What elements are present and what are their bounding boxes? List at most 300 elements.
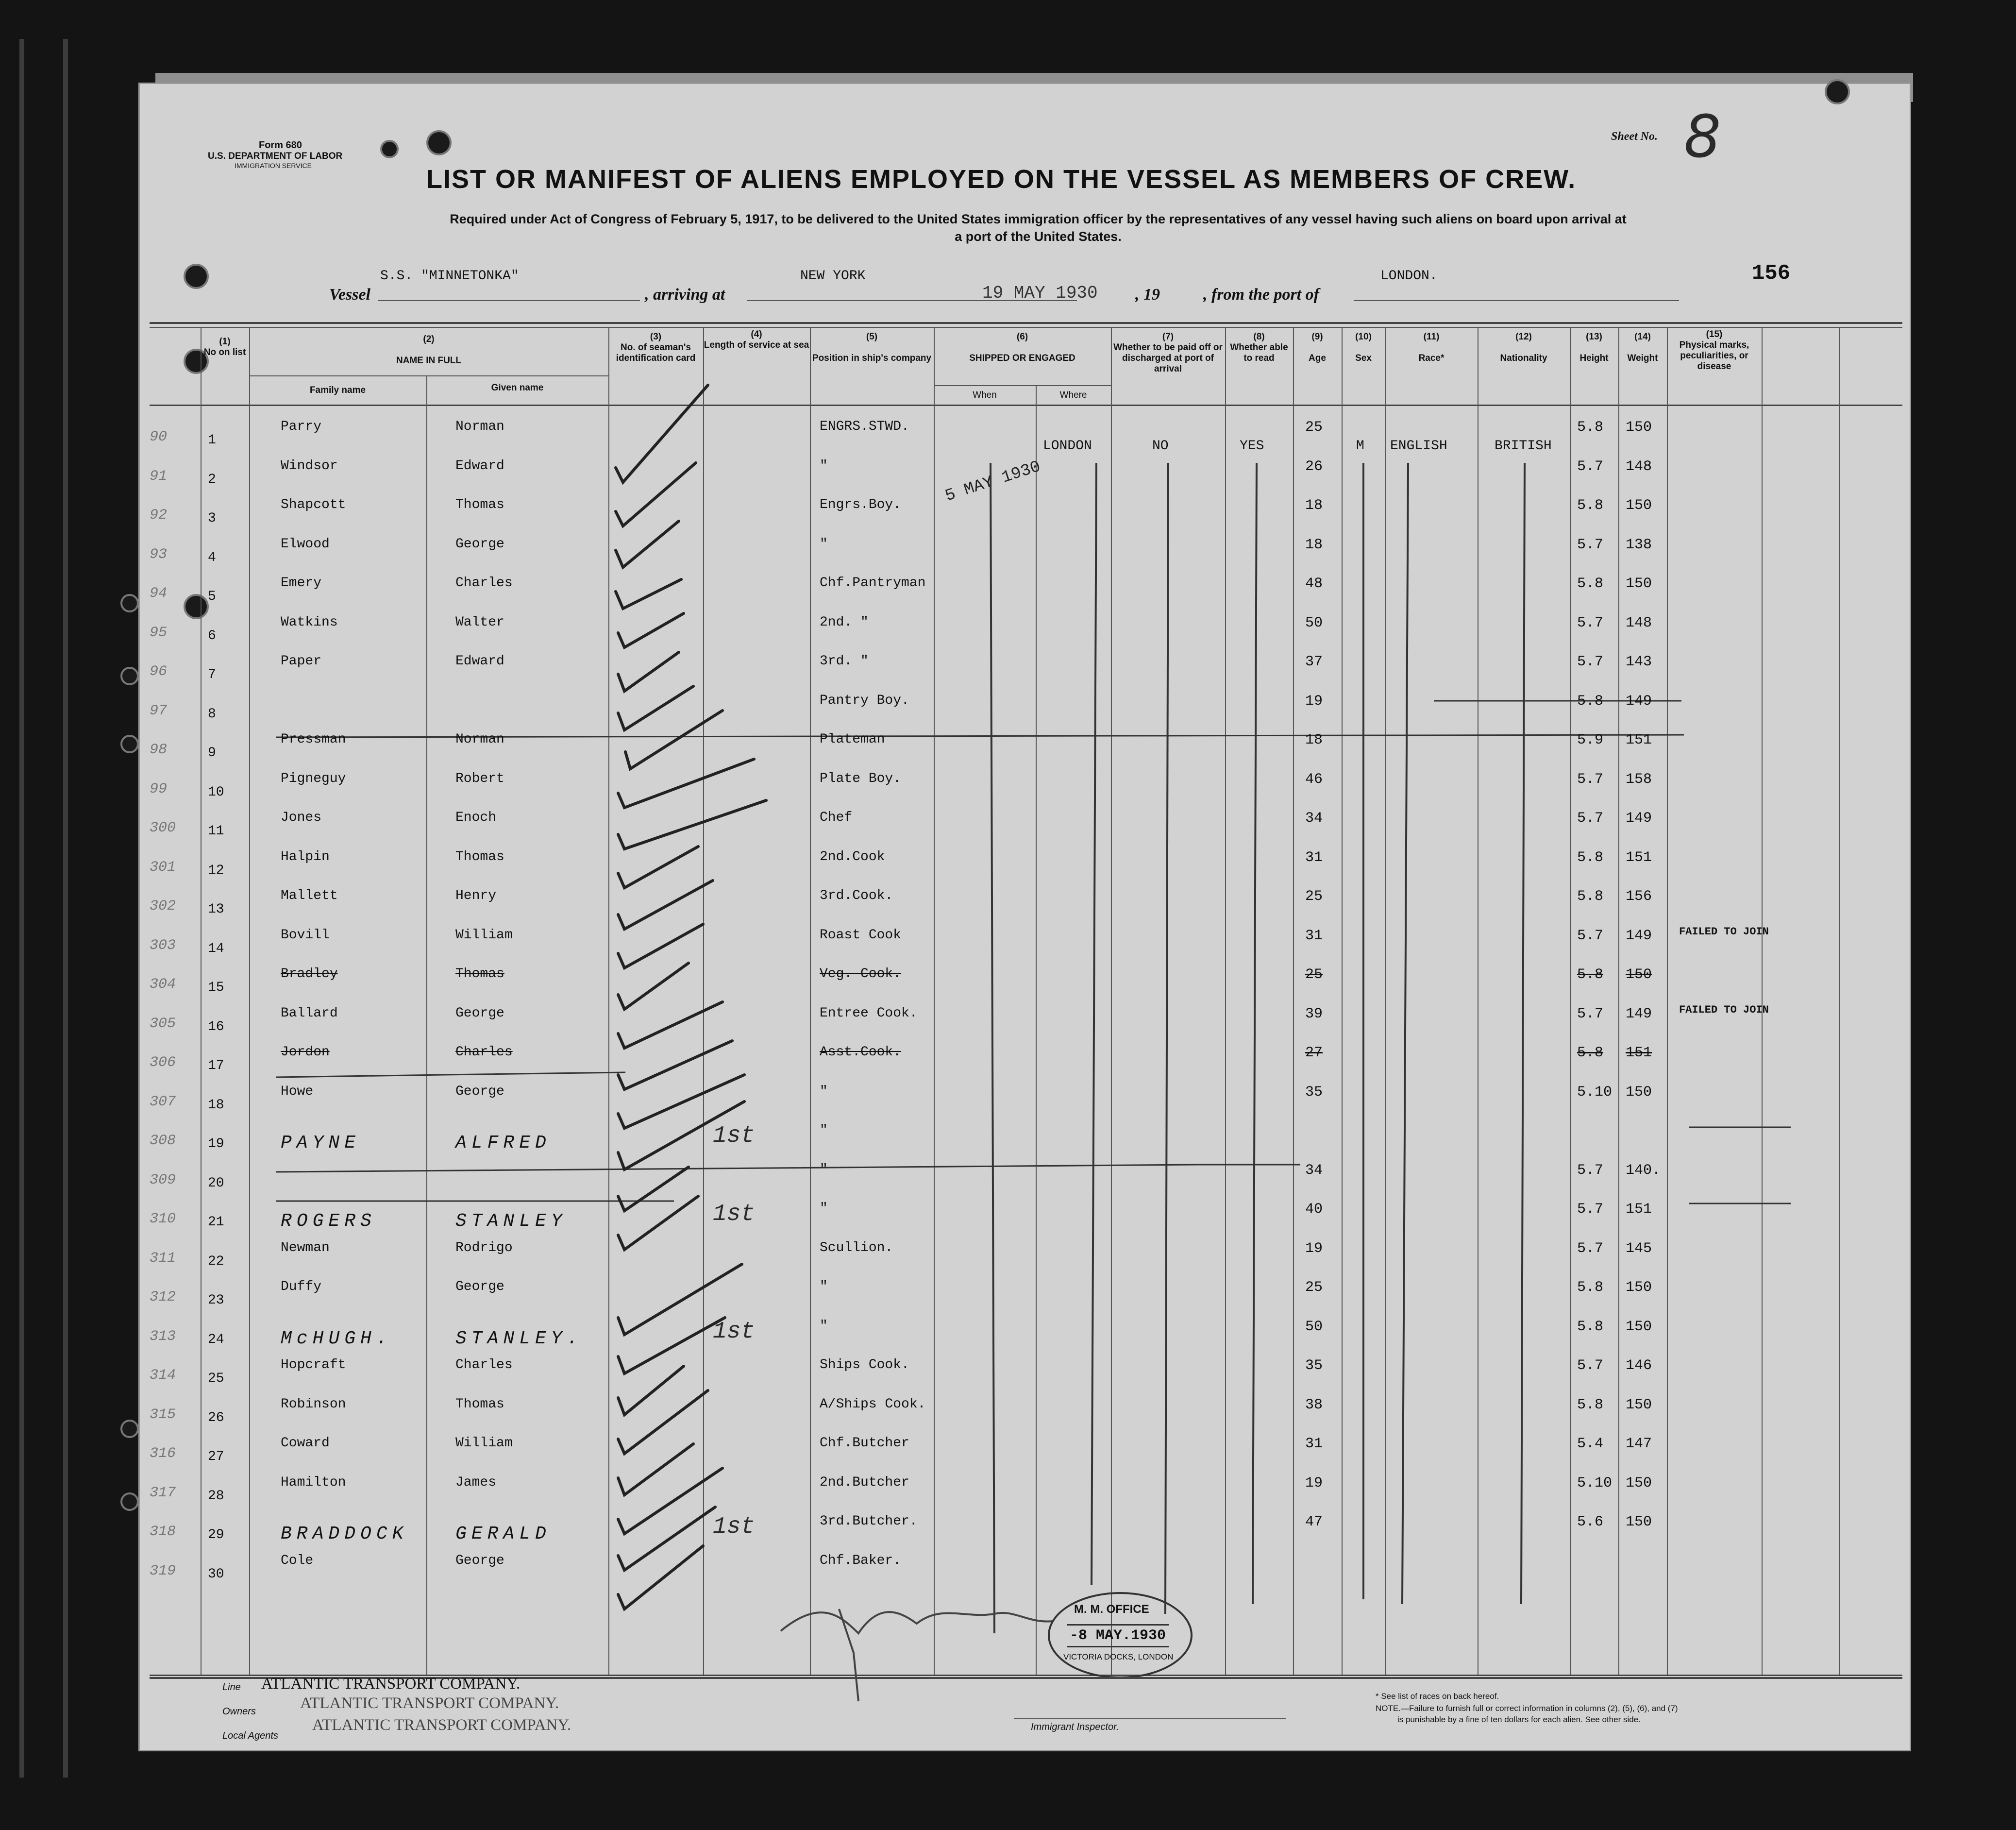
table-row xyxy=(140,1279,1910,1318)
punch-hole xyxy=(120,594,139,612)
family-name: BRADDOCK xyxy=(281,1524,408,1544)
height: 5.7 xyxy=(1577,1357,1604,1374)
height: 5.8 xyxy=(1577,1318,1604,1335)
margin-number: 306 xyxy=(150,1054,176,1071)
height: 5.8 xyxy=(1577,1279,1604,1296)
position: Pantry Boy. xyxy=(820,693,909,708)
given-name: Enoch xyxy=(455,810,497,825)
inspector-label: Immigrant Inspector. xyxy=(1031,1722,1119,1732)
weight: 150 xyxy=(1626,1396,1652,1413)
given-name: Thomas xyxy=(455,849,504,864)
sheet-number: 8 xyxy=(1684,103,1721,171)
position: Entree Cook. xyxy=(820,1005,918,1021)
height: 5.7 xyxy=(1577,1005,1604,1022)
page-reference: 156 xyxy=(1752,261,1791,286)
height: 5.8 xyxy=(1577,497,1604,514)
height: 5.7 xyxy=(1577,536,1604,553)
given-name: STANLEY xyxy=(455,1211,567,1232)
margin-number: 90 xyxy=(150,429,168,445)
table-row xyxy=(140,1201,1910,1240)
col-title: NAME IN FULL xyxy=(396,356,462,366)
table-row xyxy=(140,419,1910,458)
height: 5.8 xyxy=(1577,693,1604,710)
row-number: 2 xyxy=(208,472,216,487)
row-number: 1 xyxy=(208,433,216,448)
row-number: 30 xyxy=(208,1566,224,1582)
given-name: Walter xyxy=(455,614,504,630)
position: 3rd. " xyxy=(820,654,869,669)
weight: 145 xyxy=(1626,1240,1652,1257)
weight: 148 xyxy=(1626,458,1652,475)
col-title: Length of service at sea xyxy=(704,340,809,350)
physical-marks: FAILED TO JOIN xyxy=(1679,1003,1769,1016)
family-name: Paper xyxy=(281,654,322,669)
age: 31 xyxy=(1305,927,1323,944)
age: 47 xyxy=(1305,1514,1323,1530)
height: 5.7 xyxy=(1577,810,1604,827)
weight: 149 xyxy=(1626,927,1652,944)
table-row xyxy=(140,497,1910,536)
height: 5.8 xyxy=(1577,966,1604,983)
punch-hole xyxy=(120,735,139,753)
weight: 140. xyxy=(1626,1162,1661,1179)
given-name: Norman xyxy=(455,732,504,747)
position: 2nd.Cook xyxy=(820,849,885,864)
age: 27 xyxy=(1305,1045,1323,1061)
able-to-read-value: YES xyxy=(1240,439,1264,454)
arrival-port: NEW YORK xyxy=(800,269,866,284)
col-header-when: When xyxy=(973,390,997,400)
punch-hole xyxy=(120,1420,139,1438)
age: 50 xyxy=(1305,1318,1323,1335)
position: A/Ships Cook. xyxy=(820,1396,926,1412)
row-number: 20 xyxy=(208,1175,224,1191)
row-number: 3 xyxy=(208,511,216,526)
mm-office-stamp xyxy=(1048,1592,1193,1678)
family-name: Newman xyxy=(281,1240,330,1255)
position: Chf.Butcher xyxy=(820,1436,909,1451)
margin-number: 314 xyxy=(150,1367,176,1384)
table-row xyxy=(140,1162,1910,1201)
weight: 150 xyxy=(1626,576,1652,592)
margin-number: 93 xyxy=(150,546,168,563)
first-trip-annotation: 1st xyxy=(713,1318,755,1345)
row-number: 12 xyxy=(208,863,224,878)
age: 35 xyxy=(1305,1357,1323,1374)
position: " xyxy=(820,1201,828,1216)
vessel-name: S.S. "MINNETONKA" xyxy=(380,269,519,284)
given-name: George xyxy=(455,1553,504,1568)
departure-port: LONDON. xyxy=(1380,269,1438,284)
table-row xyxy=(140,654,1910,693)
row-number: 28 xyxy=(208,1488,224,1504)
position: Roast Cook xyxy=(820,927,902,943)
weight: 150 xyxy=(1626,966,1652,983)
family-name: McHUGH. xyxy=(281,1328,392,1349)
service-name: IMMIGRATION SERVICE xyxy=(235,162,312,169)
age: 37 xyxy=(1305,654,1323,670)
given-name: George xyxy=(455,1279,504,1294)
col-title: Age xyxy=(1309,353,1326,363)
age: 31 xyxy=(1305,849,1323,866)
table-row xyxy=(140,810,1910,849)
row-number: 5 xyxy=(208,589,216,604)
weight: 156 xyxy=(1626,888,1652,905)
position: Ships Cook. xyxy=(820,1357,909,1372)
col-title: Whether able to read xyxy=(1230,342,1288,363)
age: 19 xyxy=(1305,693,1323,710)
table-row xyxy=(140,1123,1910,1162)
margin-number: 315 xyxy=(150,1406,176,1423)
row-number: 6 xyxy=(208,628,216,644)
margin-number: 309 xyxy=(150,1171,176,1188)
position: " xyxy=(820,536,828,552)
col-title: Physical marks, peculiarities, or disease xyxy=(1679,340,1749,372)
row-number: 29 xyxy=(208,1527,224,1542)
row-number: 23 xyxy=(208,1293,224,1308)
footnote-penalty-2: is punishable by a fine of ten dollars for each alien. See other side. xyxy=(1397,1715,1641,1724)
row-number: 18 xyxy=(208,1097,224,1113)
table-row xyxy=(140,1003,1910,1045)
height: 5.4 xyxy=(1577,1436,1604,1452)
table-row xyxy=(140,1553,1910,1592)
margin-number: 311 xyxy=(150,1250,176,1267)
age: 18 xyxy=(1305,497,1323,514)
table-row xyxy=(140,966,1910,1005)
col-num: (3) xyxy=(650,332,662,342)
family-name: Mallett xyxy=(281,888,338,903)
height: 5.6 xyxy=(1577,1514,1604,1530)
owners-company: ATLANTIC TRANSPORT COMPANY. xyxy=(300,1694,559,1712)
family-name: Emery xyxy=(281,576,322,591)
given-name: George xyxy=(455,1084,504,1099)
age: 25 xyxy=(1305,1279,1323,1296)
table-row xyxy=(140,576,1910,614)
form-number: Form 680 xyxy=(259,140,302,151)
form-title: LIST OR MANIFEST OF ALIENS EMPLOYED ON THE VESSEL AS MEMBERS OF CREW. xyxy=(426,165,1577,194)
family-name: Howe xyxy=(281,1084,314,1099)
margin-number: 98 xyxy=(150,742,168,758)
given-name: ALFRED xyxy=(455,1133,551,1153)
weight: 147 xyxy=(1626,1436,1652,1452)
col-num: (2) xyxy=(423,334,435,344)
subtitle-line-2: a port of the United States. xyxy=(955,229,1122,244)
weight: 150 xyxy=(1626,1318,1652,1335)
engaged-where: LONDON xyxy=(1043,439,1092,454)
height: 5.8 xyxy=(1577,888,1604,905)
position: 2nd.Butcher xyxy=(820,1474,909,1490)
height: 5.7 xyxy=(1577,771,1604,788)
first-trip-annotation: 1st xyxy=(713,1201,755,1227)
given-name: William xyxy=(455,1436,513,1451)
col-header-where: Where xyxy=(1059,390,1087,400)
position: " xyxy=(820,1162,828,1177)
family-name: Coward xyxy=(281,1436,330,1451)
margin-number: 97 xyxy=(150,702,168,719)
margin-number: 318 xyxy=(150,1524,176,1540)
line-label: Line xyxy=(222,1682,241,1693)
table-row xyxy=(140,458,1910,497)
inspector-line xyxy=(1014,1718,1286,1719)
family-name: Watkins xyxy=(281,614,338,630)
weight: 148 xyxy=(1626,614,1652,631)
position: " xyxy=(820,458,828,474)
weight: 150 xyxy=(1626,1474,1652,1491)
age: 40 xyxy=(1305,1201,1323,1218)
age: 48 xyxy=(1305,576,1323,592)
height: 5.10 xyxy=(1577,1474,1613,1491)
table-row xyxy=(140,771,1910,810)
given-name: Thomas xyxy=(455,966,504,982)
weight: 151 xyxy=(1626,1201,1652,1218)
col-title: Weight xyxy=(1627,353,1658,363)
given-name: Henry xyxy=(455,888,497,903)
weight: 149 xyxy=(1626,1005,1652,1022)
age: 25 xyxy=(1305,419,1323,436)
punch-hole xyxy=(120,1492,139,1511)
table-row xyxy=(140,1397,1910,1436)
binder-strip xyxy=(19,39,68,1778)
weight: 146 xyxy=(1626,1357,1652,1374)
position: 3rd.Butcher. xyxy=(820,1514,918,1529)
margin-number: 96 xyxy=(150,663,168,680)
height: 5.7 xyxy=(1577,614,1604,631)
family-name: Hamilton xyxy=(281,1474,346,1490)
weight: 151 xyxy=(1626,732,1652,748)
department-name: U.S. DEPARTMENT OF LABOR xyxy=(208,151,343,161)
stamp-top-text: M. M. OFFICE xyxy=(1074,1603,1149,1616)
row-number: 14 xyxy=(208,941,224,956)
position: Chef xyxy=(820,810,853,825)
race-value: ENGLISH xyxy=(1390,439,1447,454)
row-number: 11 xyxy=(208,824,224,839)
row-number: 7 xyxy=(208,667,216,682)
paid-off-value: NO xyxy=(1152,439,1169,454)
weight: 150 xyxy=(1626,419,1652,436)
family-name: Pressman xyxy=(281,732,346,747)
row-number: 24 xyxy=(208,1332,224,1347)
col-title: Nationality xyxy=(1500,353,1547,363)
position: " xyxy=(820,1123,828,1138)
age: 25 xyxy=(1305,966,1323,983)
family-name: Jordon xyxy=(281,1045,330,1060)
row-number: 8 xyxy=(208,706,216,722)
age: 31 xyxy=(1305,1436,1323,1452)
margin-number: 300 xyxy=(150,820,176,836)
position: Chf.Pantryman xyxy=(820,576,926,591)
margin-number: 312 xyxy=(150,1289,176,1305)
col-title: No on list xyxy=(203,347,246,357)
age: 25 xyxy=(1305,888,1323,905)
stamp-date: -8 MAY.1930 xyxy=(1067,1624,1169,1647)
col-num: (15) xyxy=(1706,329,1723,339)
margin-number: 316 xyxy=(150,1445,176,1462)
arriving-label: , arriving at xyxy=(645,286,725,304)
position: Asst.Cook. xyxy=(820,1045,902,1060)
given-name: Charles xyxy=(455,1357,513,1372)
given-name: Charles xyxy=(455,1045,513,1060)
given-name: Norman xyxy=(455,419,504,434)
row-number: 9 xyxy=(208,746,216,761)
line-company: ATLANTIC TRANSPORT COMPANY. xyxy=(261,1675,521,1693)
col-title: SHIPPED OR ENGAGED xyxy=(969,353,1075,363)
family-name: Pigneguy xyxy=(281,771,346,786)
col-title: Whether to be paid off or discharged at port of arrival xyxy=(1113,342,1223,374)
table-row xyxy=(140,1357,1910,1396)
col-title: Position in ship's company xyxy=(812,353,932,363)
vessel-label: Vessel xyxy=(329,286,370,304)
nationality-value: BRITISH xyxy=(1495,439,1552,454)
age: 34 xyxy=(1305,1162,1323,1179)
family-name: Jones xyxy=(281,810,322,825)
punch-hole xyxy=(120,667,139,685)
position: Plateman xyxy=(820,732,885,747)
margin-number: 304 xyxy=(150,976,176,993)
col-title: Height xyxy=(1579,353,1609,363)
margin-number: 94 xyxy=(150,585,168,602)
row-number: 27 xyxy=(208,1449,224,1464)
margin-number: 308 xyxy=(150,1133,176,1149)
row-number: 15 xyxy=(208,980,224,995)
age: 35 xyxy=(1305,1084,1323,1101)
position: 3rd.Cook. xyxy=(820,888,893,903)
table-row xyxy=(140,537,1910,576)
col-num: (10) xyxy=(1355,332,1372,342)
table-row xyxy=(140,1436,1910,1474)
year-label: , 19 xyxy=(1135,286,1160,304)
margin-number: 307 xyxy=(150,1093,176,1110)
margin-number: 301 xyxy=(150,859,176,876)
family-name: Hopcraft xyxy=(281,1357,346,1372)
row-number: 10 xyxy=(208,784,224,800)
given-name: Edward xyxy=(455,654,504,669)
col-num: (4) xyxy=(751,329,762,339)
position: 2nd. " xyxy=(820,614,869,630)
weight: 150 xyxy=(1626,1084,1652,1101)
age: 26 xyxy=(1305,458,1323,475)
table-row xyxy=(140,1240,1910,1279)
footnote-penalty-1: NOTE.—Failure to furnish full or correct information in columns (2), (5), (6), and (7) xyxy=(1376,1704,1678,1713)
table-row xyxy=(140,1084,1910,1123)
col-num: (13) xyxy=(1586,332,1602,342)
height: 5.7 xyxy=(1577,654,1604,670)
given-name: Robert xyxy=(455,771,504,786)
age: 19 xyxy=(1305,1240,1323,1257)
position: Chf.Baker. xyxy=(820,1553,902,1568)
position: Scullion. xyxy=(820,1240,893,1255)
family-name: Cole xyxy=(281,1553,314,1568)
stamp-bottom-text: VICTORIA DOCKS, LONDON xyxy=(1063,1652,1174,1661)
family-name: PAYNE xyxy=(281,1133,361,1153)
position: " xyxy=(820,1318,828,1334)
height: 5.8 xyxy=(1577,1396,1604,1413)
given-name: Thomas xyxy=(455,1396,504,1412)
height: 5.9 xyxy=(1577,732,1604,748)
row-number: 19 xyxy=(208,1136,224,1152)
margin-number: 92 xyxy=(150,507,168,524)
age: 19 xyxy=(1305,1474,1323,1491)
position: " xyxy=(820,1084,828,1099)
weight: 151 xyxy=(1626,1045,1652,1061)
margin-number: 95 xyxy=(150,624,168,641)
margin-number: 310 xyxy=(150,1211,176,1227)
table-row xyxy=(140,615,1910,654)
height: 5.7 xyxy=(1577,1240,1604,1257)
row-number: 25 xyxy=(208,1371,224,1386)
age: 50 xyxy=(1305,614,1323,631)
col-title: No. of seaman's identification card xyxy=(616,342,696,363)
given-name: George xyxy=(455,1005,504,1021)
table-row xyxy=(140,888,1910,927)
from-port-label: , from the port of xyxy=(1203,286,1319,304)
table-row xyxy=(140,1514,1910,1553)
weight: 149 xyxy=(1626,693,1652,710)
weight: 151 xyxy=(1626,849,1652,866)
height: 5.8 xyxy=(1577,576,1604,592)
row-number: 17 xyxy=(208,1058,224,1073)
margin-number: 99 xyxy=(150,780,168,797)
position: " xyxy=(820,1279,828,1294)
footnote-races: * See list of races on back hereof. xyxy=(1376,1692,1499,1701)
engaged-date-stamp: 5 MAY 1930 xyxy=(943,458,1043,506)
height: 5.8 xyxy=(1577,1045,1604,1061)
height: 5.7 xyxy=(1577,1162,1604,1179)
row-number: 4 xyxy=(208,550,216,565)
given-name: GERALD xyxy=(455,1524,551,1544)
table-row xyxy=(140,925,1910,966)
col-num: (5) xyxy=(866,332,878,342)
given-name: STANLEY. xyxy=(455,1328,583,1349)
family-name: Windsor xyxy=(281,458,338,474)
height: 5.7 xyxy=(1577,458,1604,475)
family-name: Shapcott xyxy=(281,497,346,512)
given-name: James xyxy=(455,1474,497,1490)
given-name: Edward xyxy=(455,458,504,474)
agents-label: Local Agents xyxy=(222,1730,278,1741)
col-num: (9) xyxy=(1311,332,1323,342)
row-number: 22 xyxy=(208,1254,224,1269)
height: 5.7 xyxy=(1577,1201,1604,1218)
col-num: (12) xyxy=(1515,332,1532,342)
table-row xyxy=(140,1475,1910,1514)
height: 5.8 xyxy=(1577,419,1604,436)
margin-number: 302 xyxy=(150,898,176,915)
weight: 150 xyxy=(1626,497,1652,514)
col-num: (6) xyxy=(1016,332,1028,342)
family-name: Bovill xyxy=(281,927,330,943)
col-num: (7) xyxy=(1162,332,1174,342)
weight: 158 xyxy=(1626,771,1652,788)
margin-number: 91 xyxy=(150,468,168,485)
position: Engrs.Boy. xyxy=(820,497,902,512)
margin-number: 319 xyxy=(150,1562,176,1579)
age: 34 xyxy=(1305,810,1323,827)
sex-value: M xyxy=(1356,439,1364,454)
first-trip-annotation: 1st xyxy=(713,1123,755,1149)
given-name: Thomas xyxy=(455,497,504,512)
physical-marks: FAILED TO JOIN xyxy=(1679,925,1769,938)
family-name: Bradley xyxy=(281,966,338,982)
family-name: Duffy xyxy=(281,1279,322,1294)
family-name: Elwood xyxy=(281,536,330,552)
given-name: William xyxy=(455,927,513,943)
family-name: ROGERS xyxy=(281,1211,376,1232)
table-row xyxy=(140,1319,1910,1357)
table-row xyxy=(140,732,1910,771)
position: Veg. Cook. xyxy=(820,966,902,982)
owners-label: Owners xyxy=(222,1706,256,1717)
weight: 138 xyxy=(1626,536,1652,553)
